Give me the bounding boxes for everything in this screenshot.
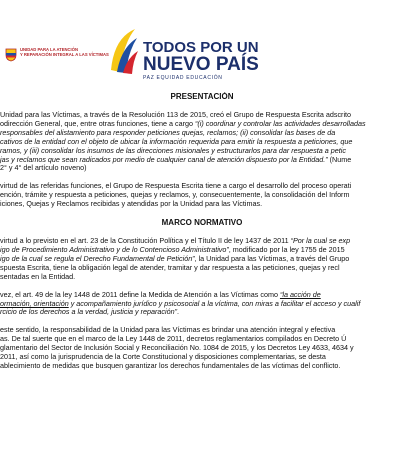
text-run: virtud a lo previsto en el art. 23 de la Constitución Política y el Título II de ley 1437 de 2011 <box>0 236 291 246</box>
quote-run-underlined: “la acción de <box>279 289 321 299</box>
text-run: , modificado por la ley 1755 de 2015 <box>228 244 345 254</box>
quote-run-underlined: ormación, orientación <box>0 298 69 308</box>
text-run: . <box>176 307 179 317</box>
quote-run: “(i) coordinar y controlar las actividades desarrolladas <box>194 118 366 128</box>
unidad-line-2: Y REPARACIÓN INTEGRAL A LAS VÍCTIMAS <box>20 52 109 57</box>
text-line: iciones, Quejas y Reclamos recibidas y atendidas por la Unidad para las Víctimas. <box>0 199 263 209</box>
paragraph-ley-1448 <box>0 291 400 318</box>
quote-run: responsables del alistamiento para responder peticiones quejas, reclamos; (ii) consolidar las bases de da <box>0 127 336 137</box>
section-title-marco-normativo: MARCO NORMATIVO <box>161 218 243 228</box>
text-line: ención, trámite y respuesta a peticiones, quejas y reclamos, y, consecuentemente, la consolidación del Inform <box>0 190 350 200</box>
text-run: (Nume <box>327 154 352 164</box>
unidad-victimas-logo <box>20 47 109 57</box>
text-line: spuesta Escrita, tiene la obligación legal de atender, tramitar y dar respuesta a las peticiones, quejas y recl <box>0 262 340 272</box>
text-line: sentadas en la Entidad. <box>0 271 76 281</box>
quote-run: igo de Procedimiento Administrativo y de lo Contencioso Administrativo” <box>0 244 229 254</box>
document-body <box>0 92 400 380</box>
quote-run: “Por la cual se exp <box>290 236 351 246</box>
text-line <box>0 308 400 317</box>
text-run: odirección General, que, entre otras funciones, tiene a cargo <box>0 118 195 128</box>
paragraph-constitucion <box>0 237 400 282</box>
logo-line-1: TODOS POR UN <box>143 39 259 56</box>
quote-run: rcicio de los derechos a la verdad, justicia y reparación” <box>0 307 177 317</box>
text-line: virtud de las referidas funciones, el Grupo de Respuesta Escrita tiene a cargo el desarrollo del proceso operati <box>0 181 352 191</box>
text-line: este sentido, la responsabilidad de la Unidad para las Víctimas es brindar una atención integral y efectiva <box>0 325 336 335</box>
text-line: 2° y 4° del artículo noveno) <box>0 163 87 173</box>
text-line: 2011, así como la jurisprudencia de la Corte Constitucional y disposiciones complementarias, se desta <box>0 352 326 362</box>
paragraph-funciones <box>0 182 400 209</box>
text-line: glamentario del Sector de Inclusión Social y Reconciliación No. 1084 de 2015, y los Decretos Ley 4633, 4634 y <box>0 343 354 353</box>
unidad-line-1: UNIDAD PARA LA ATENCIÓN <box>20 47 79 52</box>
quote-run: jas y reclamos que sean radicados por medio de cualquier canal de atención dispuesto por la Entidad.” <box>0 154 328 164</box>
paragraph-resolucion <box>0 111 400 173</box>
quote-run: igo de la cual se regula el Derecho Fundamental de Petición” <box>0 253 195 263</box>
text-line: Unidad para las Víctimas, a través de la Resolución 113 de 2015, creó el Grupo de Respuesta Escrita adscrito <box>0 110 352 119</box>
todos-por-un-nuevo-pais-logo <box>143 40 259 81</box>
logo-line-2: NUEVO PAÍS <box>143 54 259 75</box>
text-line: ablecimiento de medidas que busquen garantizar los derechos fundamentales de las víctimas del conflicto. <box>0 360 341 370</box>
quote-run: y acompañamiento jurídico y psicosocial a la víctima, con miras a facilitar el acceso y cualif <box>68 298 361 308</box>
section-title-presentacion: PRESENTACIÓN <box>170 92 234 101</box>
tricolor-brush-logo-icon <box>108 26 138 76</box>
coat-of-arms-icon <box>5 48 17 62</box>
text-run: , la Unidad para las Víctimas, a través del Grupo <box>194 253 350 263</box>
paragraph-responsabilidad <box>0 326 400 371</box>
logo-tagline: PAZ EQUIDAD EDUCACIÓN <box>143 75 223 81</box>
document-header <box>0 0 400 82</box>
text-line: as. De tal suerte que en el marco de la Ley 1448 de 2011, decretos reglamentarios compilados en Decreto Ú <box>0 334 347 344</box>
quote-run: ramos, y (iii) consolidar los insumos de las direcciones misionales y estructurarlos para dar respuesta a petic <box>0 145 346 155</box>
quote-run: cativos de la entidad con el objeto de ubicar la información requerida para emitir la respuesta a peticiones, que <box>0 136 353 146</box>
text-run: vez, el art. 49 de la ley 1448 de 2011 define la Medida de Atención a las Víctimas como <box>0 289 280 299</box>
